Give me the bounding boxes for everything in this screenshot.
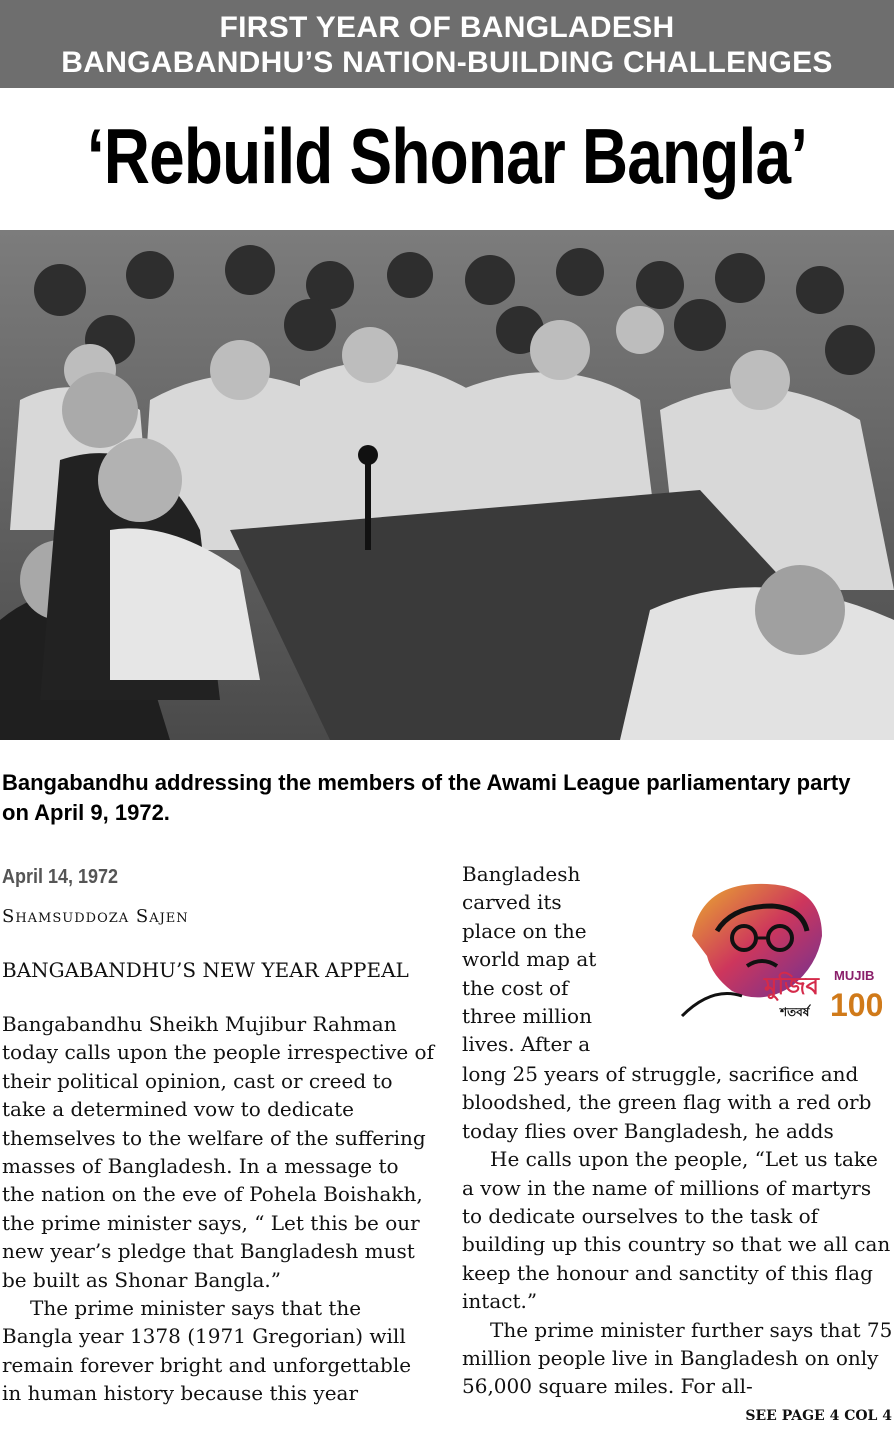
paragraph: He calls upon the people, “Let us take a vow in the name of millions of martyrs to dedicate ourselves to the task of building up this country so that we all can keep the honour and sanctity of this flag intact.” [462, 1147, 891, 1314]
article-subhead: BANGABANDHU’S NEW YEAR APPEAL [2, 958, 409, 982]
article-column-2-lead: Bangladesh carved its place on the world map at the cost of three million lives. After a [462, 862, 597, 1057]
article-column-1 [2, 1010, 434, 1408]
meeting-photo-illustration [0, 230, 894, 740]
mujib-portrait-icon [672, 876, 882, 1026]
headline: ‘Rebuild Shonar Bangla’ [86, 112, 808, 200]
continuation-note: SEE PAGE 4 COL 4 [745, 1408, 892, 1424]
article-column-2 [462, 1060, 894, 1401]
logo-bangla-sub-text: শতবর্ষ [780, 1005, 810, 1019]
paragraph: Bangabandhu Sheikh Mujibur Rahman today calls upon the people irrespective of their political opinion, cast or creed to take a determined vow to dedicate themselves to the welfare of the suffering masses of Bangladesh. In a message to the nation on the eve of Pohela Boishakh, the prime minister says, “ Let this be our new year’s pledge that Bangladesh must be built as Shonar Bangla.” [2, 1012, 434, 1292]
logo-latin-text: MUJIB [834, 968, 875, 983]
logo-bangla-text: মুজিব [764, 972, 820, 1000]
article-byline: Shamsuddoza Sajen [2, 906, 189, 927]
mujib-100-logo [672, 876, 882, 1026]
news-photo [0, 230, 894, 740]
paragraph: The prime minister says that the Bangla year 1378 (1971 Gregorian) will remain forever bright and unforgettable in human history because this year [2, 1296, 412, 1406]
logo-number: 100 [830, 987, 882, 1023]
photo-caption: Bangabandhu addressing the members of the Awami League parliamentary party on April 9, 1972. [2, 770, 851, 825]
banner-line-2: BANGABANDHU’S NATION-BUILDING CHALLENGES [61, 46, 833, 79]
paragraph: long 25 years of struggle, sacrifice and bloodshed, the green flag with a red orb today flies over Bangladesh, he adds [462, 1062, 872, 1143]
section-banner [0, 0, 894, 88]
article-date: April 14, 1972 [2, 866, 119, 888]
banner-line-1: FIRST YEAR OF BANGLADESH [219, 11, 675, 44]
paragraph: The prime minister further says that 75 million people live in Bangladesh on only 56,000 square miles. For all- [462, 1317, 893, 1399]
